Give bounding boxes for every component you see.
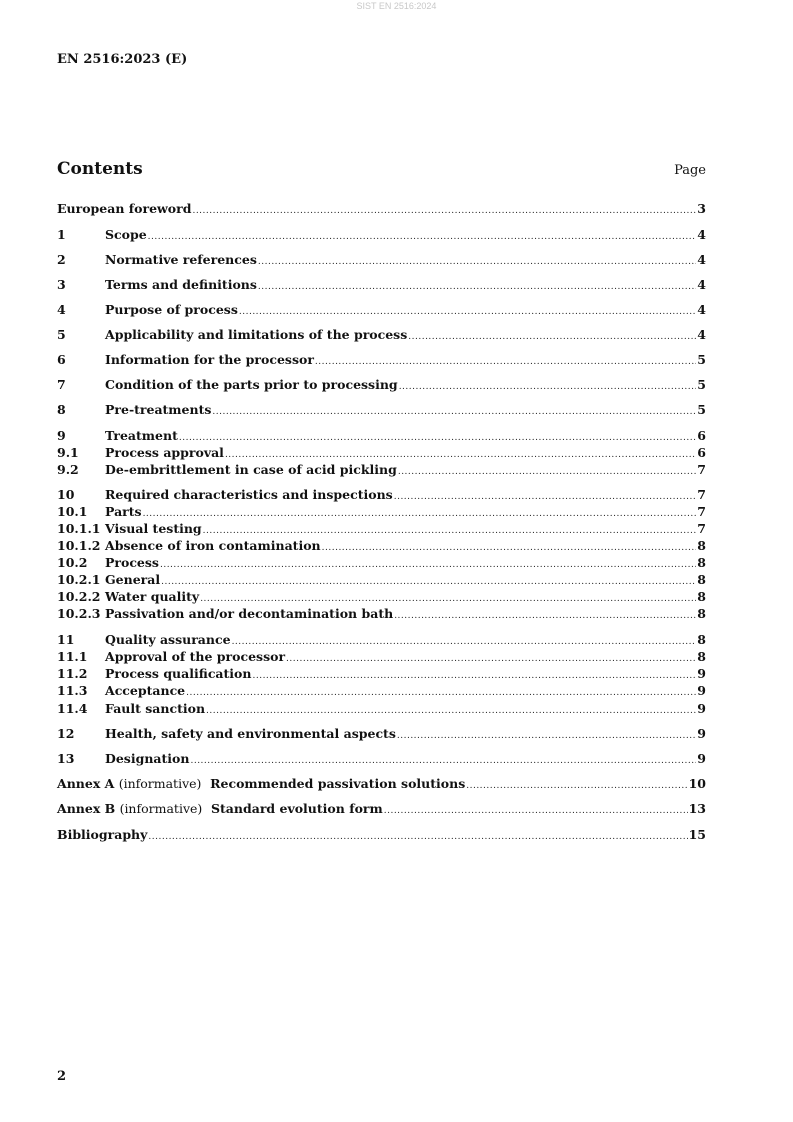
watermark: SIST EN 2516:2024 — [356, 1, 437, 11]
toc-entry-title: Condition of the parts prior to processing — [105, 377, 398, 392]
leader-dots — [398, 467, 696, 477]
toc-entry-title: European foreword — [57, 201, 192, 216]
toc-entry-page: 7 — [697, 487, 706, 502]
toc-entry-page: 15 — [688, 827, 706, 842]
toc-entry-annex-a[interactable] — [57, 776, 706, 793]
leader-dots — [322, 543, 697, 553]
toc-entry-page: 4 — [697, 302, 706, 317]
toc-entry-number: 4 — [57, 302, 66, 317]
leader-dots — [148, 832, 687, 842]
toc-entry-10-2-3[interactable] — [57, 606, 706, 623]
toc-entry-title: Applicability and limitations of the process — [105, 327, 408, 342]
toc-entry-page: 9 — [697, 683, 706, 698]
toc-entry-number: 13 — [57, 751, 75, 766]
toc-entry-4[interactable] — [57, 302, 706, 319]
annex-qualifier: (informative) — [118, 776, 202, 791]
toc-entry-number: 10 — [57, 487, 75, 502]
toc-entry-number: 11.4 — [57, 701, 88, 716]
toc-entry-page: 4 — [697, 227, 706, 242]
toc-entry-title: Passivation and/or decontamination bath — [105, 606, 394, 621]
toc-entry-number: 5 — [57, 327, 66, 342]
toc-entry-page: 4 — [697, 252, 706, 267]
leader-dots — [190, 756, 696, 766]
toc-entry-title — [57, 776, 465, 791]
toc-entry-title: General — [105, 572, 161, 587]
toc-entry-title: Designation — [105, 751, 190, 766]
toc-entry-10-2[interactable] — [57, 555, 706, 572]
toc-entry-title — [57, 801, 383, 816]
leader-dots — [161, 577, 696, 587]
toc-entry-9-1[interactable] — [57, 445, 706, 462]
toc-entry-page: 8 — [697, 649, 706, 664]
toc-entry-9-2[interactable] — [57, 462, 706, 479]
toc-entry-number: 11 — [57, 632, 75, 647]
toc-entry-page: 5 — [697, 352, 706, 367]
toc-entry-page: 8 — [697, 555, 706, 570]
document-id: EN 2516:2023 (E) — [57, 52, 188, 67]
toc-entry-title: Purpose of process — [105, 302, 238, 317]
toc-entry-page: 7 — [697, 521, 706, 536]
toc-entry-page: 4 — [697, 327, 706, 342]
toc-entry-title: Quality assurance — [105, 632, 231, 647]
leader-dots — [384, 806, 688, 816]
toc-entry-title: Required characteristics and inspections — [105, 487, 393, 502]
toc-entry-3[interactable] — [57, 277, 706, 294]
leader-dots — [203, 526, 697, 536]
toc-entry-10-1[interactable] — [57, 504, 706, 521]
toc-entry-number: 3 — [57, 277, 66, 292]
toc-entry-number: 9 — [57, 428, 66, 443]
annex-label: Annex B — [57, 801, 116, 816]
toc-entry-title: Approval of the processor — [105, 649, 286, 664]
toc-entry-12[interactable] — [57, 726, 706, 743]
toc-entry-title: Normative references — [105, 252, 257, 267]
toc-entry-title: Pre-treatments — [105, 402, 212, 417]
toc-entry-page: 8 — [697, 606, 706, 621]
toc-entry-number: 2 — [57, 252, 66, 267]
toc-entry-8[interactable] — [57, 402, 706, 419]
toc-entry-number: 10.1.2 — [57, 538, 101, 553]
toc-entry-title: Process — [105, 555, 159, 570]
toc-entry-page: 9 — [697, 701, 706, 716]
leader-dots — [232, 637, 697, 647]
toc-entry-11-3[interactable] — [57, 683, 706, 700]
leader-dots — [466, 781, 687, 791]
toc-entry-10-1-2[interactable] — [57, 538, 706, 555]
toc-entry-6[interactable] — [57, 352, 706, 369]
toc-entry-9[interactable] — [57, 428, 706, 445]
toc-entry-title: Fault sanction — [105, 701, 206, 716]
toc-entry-11-4[interactable] — [57, 701, 706, 718]
toc-entry-number: 10.1.1 — [57, 521, 101, 536]
page-column-label: Page — [674, 163, 706, 178]
toc-entry-title: Scope — [105, 227, 147, 242]
toc-entry-11-1[interactable] — [57, 649, 706, 666]
leader-dots — [397, 731, 696, 741]
toc-entry-page: 7 — [697, 462, 706, 477]
toc-entry-number: 12 — [57, 726, 75, 741]
leader-dots — [252, 671, 696, 681]
page-number: 2 — [57, 1069, 67, 1084]
toc-entry-page: 7 — [697, 504, 706, 519]
leader-dots — [179, 433, 696, 443]
toc-entry-title: Bibliography — [57, 827, 148, 842]
toc-entry-title: Acceptance — [105, 683, 186, 698]
toc-entry-page: 6 — [697, 428, 706, 443]
toc-entry-10-1-1[interactable] — [57, 521, 706, 538]
leader-dots — [148, 232, 697, 242]
toc-entry-page: 6 — [697, 445, 706, 460]
toc-entry-page: 5 — [697, 377, 706, 392]
toc-entry-title: De-embrittlement in case of acid pickling — [105, 462, 397, 477]
toc-entry-title: Treatment — [105, 428, 178, 443]
toc-entry-page: 8 — [697, 572, 706, 587]
toc-entry-page: 3 — [697, 201, 706, 216]
toc-entry-page: 4 — [697, 277, 706, 292]
toc-entry-10-2-1[interactable] — [57, 572, 706, 589]
leader-dots — [315, 357, 696, 367]
toc-entry-page: 9 — [697, 751, 706, 766]
toc-entry-11[interactable] — [57, 632, 706, 649]
toc-entry-number: 10.1 — [57, 504, 88, 519]
leader-dots — [239, 307, 696, 317]
toc-entry-13[interactable] — [57, 751, 706, 768]
toc-entry-bibliography[interactable] — [57, 827, 706, 844]
leader-dots — [212, 407, 696, 417]
toc-entry-5[interactable] — [57, 327, 706, 344]
leader-dots — [258, 257, 696, 267]
toc-entry-page: 13 — [688, 801, 706, 816]
toc-entry-title: Visual testing — [105, 521, 202, 536]
leader-dots — [192, 206, 696, 216]
toc-entry-title: Parts — [105, 504, 142, 519]
toc-entry-number: 8 — [57, 402, 66, 417]
toc-entry-number: 9.1 — [57, 445, 79, 460]
leader-dots — [394, 492, 697, 502]
toc-entry-annex-b[interactable] — [57, 801, 706, 818]
leader-dots — [394, 611, 696, 621]
toc-entry-page: 10 — [688, 776, 706, 791]
annex-title: Recommended passivation solutions — [210, 776, 466, 791]
toc-entry-title: Absence of iron contamination — [105, 538, 321, 553]
toc-entry-number: 10.2.1 — [57, 572, 101, 587]
toc-entry-number: 1 — [57, 227, 66, 242]
leader-dots — [258, 282, 696, 292]
toc-entry-page: 8 — [697, 632, 706, 647]
toc-entry-number: 9.2 — [57, 462, 79, 477]
toc-entry-title: Process approval — [105, 445, 224, 460]
toc-entry-title: Process qualification — [105, 666, 252, 681]
leader-dots — [225, 450, 696, 460]
toc-entry-number: 11.3 — [57, 683, 88, 698]
annex-qualifier: (informative) — [119, 801, 203, 816]
toc-entry-page: 9 — [697, 666, 706, 681]
leader-dots — [286, 654, 696, 664]
toc-entry-number: 10.2.2 — [57, 589, 101, 604]
toc-entry-title: Terms and definitions — [105, 277, 257, 292]
toc-entry-10-2-2[interactable] — [57, 589, 706, 606]
annex-title: Standard evolution form — [211, 801, 383, 816]
toc-entry-title: Health, safety and environmental aspects — [105, 726, 396, 741]
leader-dots — [399, 382, 697, 392]
toc-entry-number: 10.2.3 — [57, 606, 101, 621]
leader-dots — [206, 706, 696, 716]
leader-dots — [143, 509, 697, 519]
toc-entry-page: 8 — [697, 589, 706, 604]
toc-entry-2[interactable] — [57, 252, 706, 269]
toc-entry-page: 8 — [697, 538, 706, 553]
toc-entry-number: 11.2 — [57, 666, 88, 681]
toc-entry-number: 6 — [57, 352, 66, 367]
page-title: Contents — [57, 159, 143, 179]
toc-entry-page: 5 — [697, 402, 706, 417]
toc-entry-title: Water quality — [105, 589, 200, 604]
annex-label: Annex A — [57, 776, 115, 791]
toc-entry-10[interactable] — [57, 487, 706, 504]
leader-dots — [408, 332, 696, 342]
toc-entry-7[interactable] — [57, 377, 706, 394]
toc-entry-number: 11.1 — [57, 649, 88, 664]
toc-entry-title: Information for the processor — [105, 352, 314, 367]
leader-dots — [186, 688, 696, 698]
toc-entry-11-2[interactable] — [57, 666, 706, 683]
toc-entry-foreword[interactable] — [57, 201, 706, 218]
toc-entry-number: 7 — [57, 377, 66, 392]
leader-dots — [160, 560, 696, 570]
toc-entry-page: 9 — [697, 726, 706, 741]
toc-entry-number: 10.2 — [57, 555, 88, 570]
leader-dots — [200, 594, 696, 604]
toc-entry-1[interactable] — [57, 227, 706, 244]
